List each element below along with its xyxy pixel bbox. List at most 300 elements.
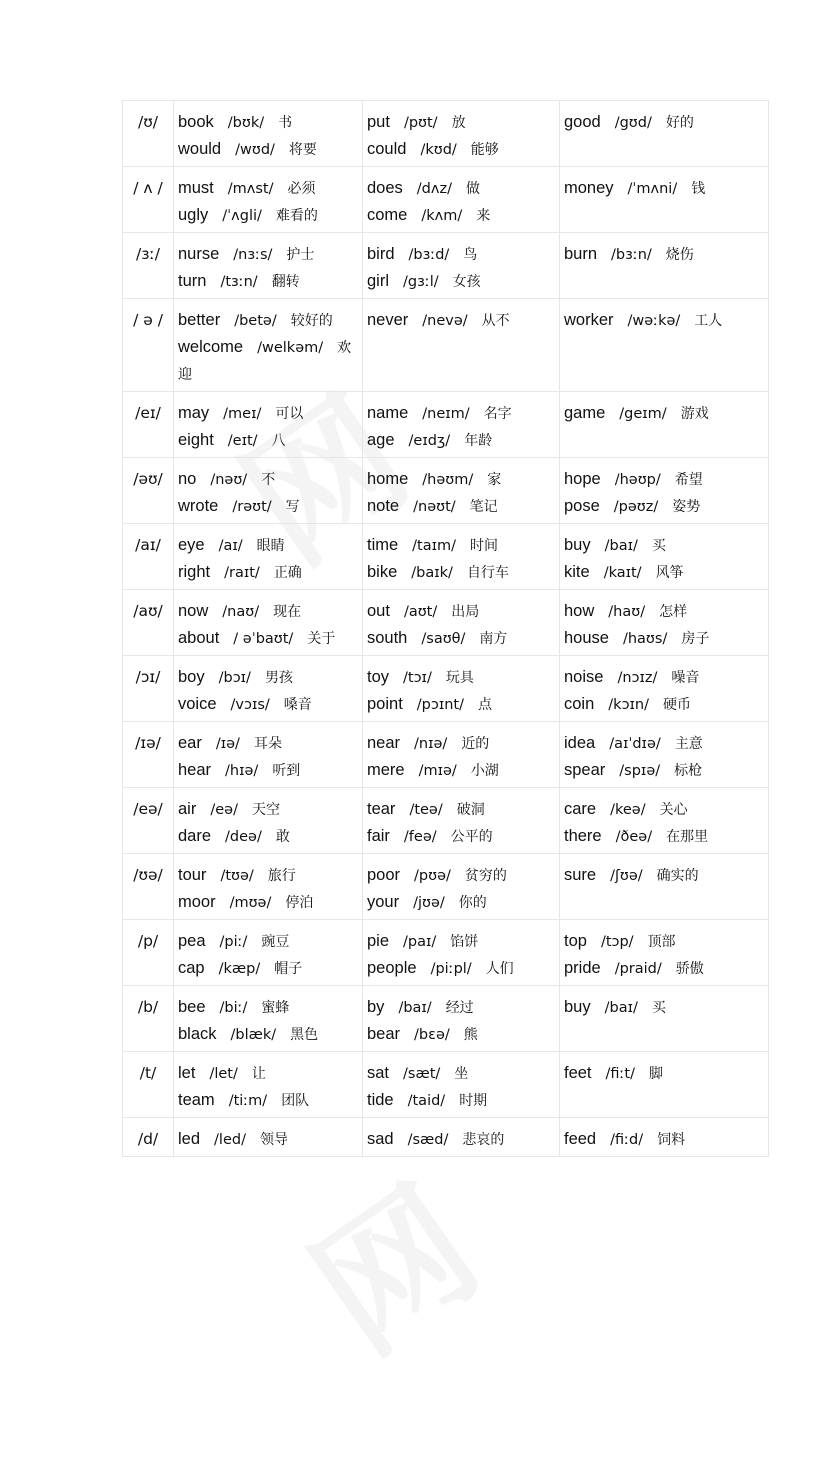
example-entry [178, 691, 358, 718]
english-word: pea [178, 932, 206, 950]
example-entry [564, 400, 764, 427]
ipa-transcription: /gʊd/ [614, 115, 652, 131]
english-word: out [367, 602, 390, 620]
table-row [123, 167, 769, 233]
example-entry [564, 625, 764, 652]
example-entry [367, 955, 555, 982]
example-cell [363, 101, 560, 167]
english-word: sad [367, 1130, 394, 1148]
example-entry [367, 532, 555, 559]
example-cell [363, 1052, 560, 1118]
ipa-transcription: /pɔɪnt/ [416, 697, 464, 713]
chinese-meaning: 做 [465, 181, 480, 197]
table-row [123, 458, 769, 524]
english-word: sat [367, 1064, 390, 1082]
chinese-meaning: 旅行 [267, 868, 296, 884]
example-cell [560, 854, 769, 920]
ipa-transcription: /pʊt/ [403, 115, 438, 131]
ipa-transcription: /kaɪt/ [603, 565, 642, 581]
example-entry [367, 493, 555, 520]
chinese-meaning: 钱 [691, 181, 706, 197]
english-word: come [367, 206, 408, 224]
english-word: right [178, 563, 211, 581]
example-entry [178, 427, 358, 454]
example-cell [363, 590, 560, 656]
example-entry [178, 241, 358, 268]
example-entry [367, 1060, 555, 1087]
chinese-meaning: 敢 [275, 829, 290, 845]
phoneme-cell: /ʊə/ [123, 854, 174, 920]
chinese-meaning: 不 [261, 472, 276, 488]
example-entry [564, 466, 764, 493]
english-word: worker [564, 311, 614, 329]
ipa-transcription: /ˈʌgli/ [222, 208, 262, 224]
chinese-meaning: 怎样 [659, 604, 688, 620]
ipa-transcription: /bɛə/ [414, 1027, 450, 1043]
example-cell [560, 986, 769, 1052]
chinese-meaning: 坐 [454, 1066, 469, 1082]
chinese-meaning: 游戏 [680, 406, 709, 422]
chinese-meaning: 较好的 [290, 313, 333, 329]
example-entry [367, 691, 555, 718]
chinese-meaning: 放 [451, 115, 466, 131]
example-entry [178, 109, 358, 136]
english-word: house [564, 629, 609, 647]
chinese-meaning: 领导 [259, 1132, 288, 1148]
english-word: top [564, 932, 587, 950]
chinese-meaning: 希望 [674, 472, 703, 488]
example-cell [174, 1052, 363, 1118]
ipa-transcription: /nevə/ [422, 313, 468, 329]
ipa-transcription: /neɪm/ [422, 406, 470, 422]
example-cell [174, 392, 363, 458]
table-row [123, 392, 769, 458]
ipa-transcription: /kæp/ [218, 961, 261, 977]
chinese-meaning: 护士 [286, 247, 315, 263]
chinese-meaning: 帽子 [274, 961, 303, 977]
example-cell [560, 788, 769, 854]
example-entry [367, 889, 555, 916]
example-entry [564, 559, 764, 586]
table-row [123, 233, 769, 299]
ipa-transcription: /dʌz/ [416, 181, 452, 197]
english-word: your [367, 893, 400, 911]
english-word: point [367, 695, 403, 713]
example-entry [178, 493, 358, 520]
chinese-meaning: 必须 [287, 181, 316, 197]
ipa-transcription: /eə/ [210, 802, 238, 818]
example-cell [560, 299, 769, 392]
phoneme-cell: /ɔɪ/ [123, 656, 174, 722]
ipa-transcription: /jʊə/ [413, 895, 445, 911]
example-entry [178, 1021, 358, 1048]
phoneme-cell: /t/ [123, 1052, 174, 1118]
english-word: pose [564, 497, 600, 515]
english-word: south [367, 629, 408, 647]
ipa-transcription: /baɪk/ [411, 565, 453, 581]
phoneme-cell: /əʊ/ [123, 458, 174, 524]
chinese-meaning: 点 [477, 697, 492, 713]
phoneme-cell: /p/ [123, 920, 174, 986]
chinese-meaning: 从不 [481, 313, 510, 329]
ipa-transcription: /keə/ [610, 802, 646, 818]
ipa-transcription: /tʊə/ [220, 868, 254, 884]
example-cell [174, 233, 363, 299]
english-word: name [367, 404, 409, 422]
chinese-meaning: 眼睛 [256, 538, 285, 554]
chinese-meaning: 现在 [273, 604, 302, 620]
example-entry [178, 955, 358, 982]
example-cell [363, 788, 560, 854]
ipa-transcription: /sæd/ [407, 1132, 449, 1148]
chinese-meaning: 黑色 [290, 1027, 319, 1043]
english-word: put [367, 113, 390, 131]
example-entry [367, 757, 555, 784]
example-cell [363, 656, 560, 722]
chinese-meaning: 出局 [451, 604, 480, 620]
chinese-meaning: 确实的 [656, 868, 699, 884]
example-entry [367, 664, 555, 691]
example-cell [363, 167, 560, 233]
example-entry [564, 664, 764, 691]
ipa-transcription: /let/ [209, 1066, 238, 1082]
example-entry [367, 625, 555, 652]
ipa-transcription: /tɜːn/ [220, 274, 258, 290]
chinese-meaning: 经过 [445, 1000, 474, 1016]
ipa-transcription: /spɪə/ [619, 763, 661, 779]
chinese-meaning: 豌豆 [261, 934, 290, 950]
chinese-meaning: 男孩 [264, 670, 293, 686]
chinese-meaning: 小湖 [470, 763, 499, 779]
example-entry [367, 268, 555, 295]
english-word: about [178, 629, 220, 647]
english-word: better [178, 311, 221, 329]
example-entry [178, 532, 358, 559]
chinese-meaning: 年龄 [464, 433, 493, 449]
phoneme-cell: /eɪ/ [123, 392, 174, 458]
english-word: turn [178, 272, 207, 290]
chinese-meaning: 破洞 [456, 802, 485, 818]
example-entry [367, 202, 555, 229]
example-entry [367, 109, 555, 136]
english-word: no [178, 470, 197, 488]
chinese-meaning: 关于 [307, 631, 336, 647]
example-cell [560, 590, 769, 656]
english-word: voice [178, 695, 217, 713]
example-entry [367, 796, 555, 823]
example-entry [564, 307, 764, 334]
ipa-transcription: /nəʊt/ [413, 499, 456, 515]
example-entry [564, 757, 764, 784]
chinese-meaning: 笔记 [469, 499, 498, 515]
ipa-transcription: / əˈbaʊt/ [233, 631, 294, 647]
example-entry [564, 109, 764, 136]
example-entry [178, 889, 358, 916]
example-cell [560, 101, 769, 167]
example-cell [560, 1052, 769, 1118]
example-entry [178, 268, 358, 295]
table-row [123, 524, 769, 590]
english-word: bird [367, 245, 395, 263]
ipa-transcription: /hɪə/ [225, 763, 259, 779]
ipa-transcription: /geɪm/ [619, 406, 667, 422]
english-word: bike [367, 563, 398, 581]
ipa-transcription: /aɪˈdɪə/ [609, 736, 661, 752]
chinese-meaning: 女孩 [452, 274, 481, 290]
example-entry [564, 1060, 764, 1087]
ipa-transcription: /mʊə/ [229, 895, 272, 911]
ipa-transcription: /raɪt/ [224, 565, 260, 581]
example-entry [367, 241, 555, 268]
example-cell [174, 656, 363, 722]
ipa-transcription: /sæt/ [403, 1066, 441, 1082]
example-cell [363, 458, 560, 524]
example-entry [178, 862, 358, 889]
chinese-meaning: 风筝 [655, 565, 684, 581]
example-cell [174, 590, 363, 656]
english-word: ugly [178, 206, 209, 224]
english-word: hope [564, 470, 601, 488]
ipa-transcription: /nɪə/ [414, 736, 448, 752]
ipa-transcription: /bɜːn/ [611, 247, 652, 263]
example-entry [178, 928, 358, 955]
ipa-transcription: /aʊt/ [403, 604, 438, 620]
ipa-transcription: /biː/ [219, 1000, 248, 1016]
english-word: eight [178, 431, 214, 449]
ipa-transcription: /haʊs/ [622, 631, 668, 647]
table-row [123, 1052, 769, 1118]
ipa-transcription: /pəʊz/ [613, 499, 659, 515]
chinese-meaning: 蜜蜂 [261, 1000, 290, 1016]
example-entry [178, 175, 358, 202]
chinese-meaning: 家 [487, 472, 502, 488]
phoneme-cell: /ɪə/ [123, 722, 174, 788]
example-entry [367, 1021, 555, 1048]
english-word: team [178, 1091, 215, 1109]
english-word: burn [564, 245, 598, 263]
english-word: people [367, 959, 417, 977]
phoneme-cell: /b/ [123, 986, 174, 1052]
chinese-meaning: 鸟 [463, 247, 478, 263]
chinese-meaning: 房子 [681, 631, 710, 647]
example-entry [178, 307, 358, 334]
example-cell [174, 920, 363, 986]
ipa-transcription: /meɪ/ [223, 406, 262, 422]
chinese-meaning: 南方 [479, 631, 508, 647]
phoneme-cell: / ʌ / [123, 167, 174, 233]
english-word: ear [178, 734, 202, 752]
table-row [123, 788, 769, 854]
phoneme-cell: /ɜː/ [123, 233, 174, 299]
ipa-transcription: /bɜːd/ [408, 247, 450, 263]
ipa-transcription: /piː/ [219, 934, 248, 950]
chinese-meaning: 听到 [272, 763, 301, 779]
example-cell [560, 167, 769, 233]
ipa-transcription: /deə/ [225, 829, 262, 845]
english-word: mere [367, 761, 405, 779]
table-row [123, 986, 769, 1052]
example-cell [363, 986, 560, 1052]
example-entry [178, 664, 358, 691]
english-word: dare [178, 827, 212, 845]
example-entry [367, 730, 555, 757]
english-word: note [367, 497, 400, 515]
example-entry [564, 532, 764, 559]
ipa-transcription: /vɔɪs/ [230, 697, 270, 713]
ipa-transcription: /welkəm/ [257, 340, 324, 356]
ipa-transcription: /eɪdʒ/ [408, 433, 451, 449]
example-entry [564, 796, 764, 823]
table-row [123, 299, 769, 392]
example-cell [174, 854, 363, 920]
example-cell [174, 986, 363, 1052]
chinese-meaning: 买 [651, 538, 666, 554]
ipa-transcription: /saʊθ/ [421, 631, 466, 647]
english-word: led [178, 1130, 201, 1148]
english-word: fair [367, 827, 390, 845]
example-cell [363, 233, 560, 299]
ipa-transcription: /bɔɪ/ [218, 670, 251, 686]
english-word: book [178, 113, 214, 131]
example-entry [178, 757, 358, 784]
english-word: bear [367, 1025, 401, 1043]
ipa-transcription: /ˈmʌni/ [627, 181, 678, 197]
phonetics-table-body [123, 101, 769, 1157]
ipa-transcription: /həʊp/ [614, 472, 661, 488]
english-word: must [178, 179, 214, 197]
example-entry [178, 400, 358, 427]
example-entry [367, 307, 555, 334]
english-word: toy [367, 668, 390, 686]
example-entry [178, 334, 358, 388]
chinese-meaning: 你的 [458, 895, 487, 911]
english-word: could [367, 140, 407, 158]
chinese-meaning: 写 [285, 499, 300, 515]
chinese-meaning: 停泊 [285, 895, 314, 911]
ipa-transcription: /led/ [214, 1132, 246, 1148]
example-cell [174, 167, 363, 233]
example-entry [367, 400, 555, 427]
english-word: age [367, 431, 395, 449]
chinese-meaning: 自行车 [466, 565, 509, 581]
chinese-meaning: 名字 [483, 406, 512, 422]
ipa-transcription: /wʊd/ [235, 142, 275, 158]
phoneme-cell: /ʊ/ [123, 101, 174, 167]
ipa-transcription: /baɪ/ [398, 1000, 432, 1016]
english-word: air [178, 800, 197, 818]
chinese-meaning: 噪音 [671, 670, 700, 686]
chinese-meaning: 人们 [485, 961, 514, 977]
example-entry [564, 1126, 764, 1153]
ipa-transcription: /pʊə/ [414, 868, 451, 884]
ipa-transcription: /piːpl/ [430, 961, 472, 977]
example-entry [178, 1087, 358, 1114]
example-entry [367, 862, 555, 889]
phoneme-cell: /aɪ/ [123, 524, 174, 590]
english-word: noise [564, 668, 604, 686]
chinese-meaning: 书 [278, 115, 293, 131]
ipa-transcription: /nɜːs/ [233, 247, 273, 263]
english-word: tear [367, 800, 396, 818]
example-entry [178, 1060, 358, 1087]
table-row [123, 101, 769, 167]
ipa-transcription: /gɜːl/ [403, 274, 439, 290]
english-word: never [367, 311, 409, 329]
chinese-meaning: 买 [651, 1000, 666, 1016]
english-word: near [367, 734, 401, 752]
chinese-meaning: 馅饼 [450, 934, 479, 950]
chinese-meaning: 骄傲 [675, 961, 704, 977]
chinese-meaning: 让 [251, 1066, 266, 1082]
example-entry [564, 928, 764, 955]
chinese-meaning: 耳朵 [253, 736, 282, 752]
phoneme-cell: / ə / [123, 299, 174, 392]
example-entry [178, 466, 358, 493]
table-row [123, 920, 769, 986]
example-entry [178, 202, 358, 229]
chinese-meaning: 脚 [649, 1066, 664, 1082]
english-word: does [367, 179, 403, 197]
english-word: buy [564, 998, 591, 1016]
example-entry [367, 427, 555, 454]
example-entry [178, 598, 358, 625]
english-word: sure [564, 866, 597, 884]
english-word: moor [178, 893, 216, 911]
example-entry [178, 994, 358, 1021]
english-word: kite [564, 563, 590, 581]
example-entry [178, 136, 358, 163]
ipa-transcription: /nɔɪz/ [617, 670, 658, 686]
example-cell [363, 392, 560, 458]
chinese-meaning: 翻转 [271, 274, 300, 290]
ipa-transcription: /naʊ/ [222, 604, 260, 620]
english-word: game [564, 404, 606, 422]
ipa-transcription: /blæk/ [230, 1027, 277, 1043]
ipa-transcription: /fiːd/ [610, 1132, 644, 1148]
english-word: good [564, 113, 601, 131]
ipa-transcription: /praid/ [614, 961, 662, 977]
example-cell [174, 299, 363, 392]
english-word: eye [178, 536, 205, 554]
table-row [123, 1118, 769, 1157]
example-cell [174, 788, 363, 854]
example-cell [560, 458, 769, 524]
example-entry [178, 1126, 358, 1153]
example-entry [564, 241, 764, 268]
english-word: tide [367, 1091, 394, 1109]
ipa-transcription: /taɪm/ [412, 538, 457, 554]
example-entry [178, 730, 358, 757]
english-word: may [178, 404, 210, 422]
example-entry [564, 823, 764, 850]
chinese-meaning: 主意 [674, 736, 703, 752]
chinese-meaning: 饲料 [657, 1132, 686, 1148]
english-word: tour [178, 866, 207, 884]
table-row [123, 590, 769, 656]
phoneme-cell: /d/ [123, 1118, 174, 1157]
example-cell [560, 233, 769, 299]
ipa-transcription: /aɪ/ [218, 538, 243, 554]
example-entry [564, 994, 764, 1021]
ipa-transcription: /kɔɪn/ [608, 697, 649, 713]
english-word: spear [564, 761, 606, 779]
example-entry [367, 136, 555, 163]
chinese-meaning: 贫穷的 [464, 868, 507, 884]
english-word: hear [178, 761, 212, 779]
chinese-meaning: 正确 [273, 565, 302, 581]
example-entry [564, 955, 764, 982]
example-entry [178, 823, 358, 850]
